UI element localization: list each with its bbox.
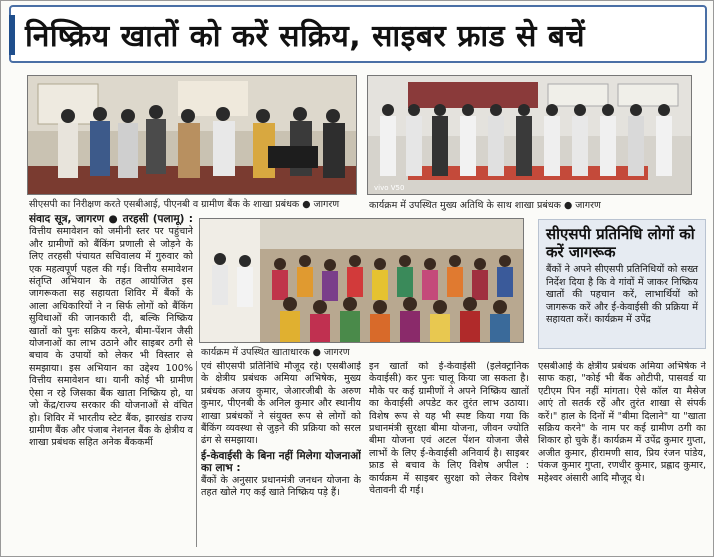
headline-banner	[9, 5, 707, 63]
photo-csp-inspection	[27, 75, 357, 195]
photo-chief-guest-caption: कार्यक्रम में उपस्थित मुख्य अतिथि के साथ शाखा प्रबंधक ● जागरण	[369, 200, 601, 211]
article-column-4	[538, 361, 706, 549]
photo-chief-guest	[367, 75, 692, 195]
article-subhead-ekyc: ई-केवाईसी के बिना नहीं मिलेगा योजनाओं का लाभ :	[201, 449, 361, 475]
photo-watermark: vivo V50	[374, 184, 405, 192]
article-col3-text: इन खातों को ई-केवाईसी (इलेक्ट्रानिक केवाईसी) कर पुनः चालू किया जा सकता है। मौके पर कई ग्रामीणों ने अपने निष्क्रिय खातों का केवाईसी अपडेट कर तुरंत लाभ उठाया। विशेष रूप से यह भी स्पष्ट किया गया कि प्रधानमंत्री सुरक्षा बीमा योजना, जीवन ज्योति बीमा योजना एवं अटल पेंशन योजना जैसे लाभों के लिए ई-केवाईसी अनिवार्य है। साइबर फ्राड से बचाव के लिए विशेष अपील : कार्यक्रम में साइबर सुरक्षा को लेकर विशेष चेतावनी दी गई।	[369, 361, 529, 497]
sidebar-body: बैंकों ने अपने सीएसपी प्रतिनिधियों को सख्त निर्देश दिया है कि वे गांवों में जाकर निष्क्रिय खातों की पहचान करें, लाभार्थियों को जागरूक करें और ई-केवाईसी की प्रक्रिया में सहायता करें। कार्यक्रम में उपेंद्र	[546, 264, 698, 326]
article-col4-text: एसबीआई के क्षेत्रीय प्रबंधक अमिया अभिषेक ने साफ कहा, "कोई भी बैंक ओटीपी, पासवर्ड या एटीएम पिन नहीं मांगता। ऐसे कॉल या मैसेज आएं तो सतर्क रहें और तुरंत शाखा से संपर्क करें।" हाल के दिनों में "बीमा दिलाने" या "खाता सक्रिय करने" के नाम पर कई ग्रामीण ठगी का शिकार हो चुके हैं। कार्यक्रम में उपेंद्र कुमार गुप्ता, अजीत कुमार, हीरामणी साव, प्रिय रंजन पांडेय, पंकज कुमार गुप्ता, रणधीर कुमार, प्रह्लाद कुमार, महेश्वर अंसारी आदि मौजूद थे।	[538, 361, 706, 484]
photo-audience-caption: कार्यक्रम में उपस्थित खाताधारक ● जागरण	[201, 347, 350, 358]
sidebar-box	[538, 219, 706, 349]
photo-audience	[199, 218, 524, 343]
article-col2-text-a: एवं सीएसपी प्रतिनिधि मौजूद रहे। एसबीआई के क्षेत्रीय प्रबंधक अमिया अभिषेक, मुख्य प्रबंधक अजय कुमार, जेआरजीबी के अरुण कुमार, पीएनबी के अनिल कुमार और स्थानीय शाखा प्रबंधकों ने संयुक्त रूप से लोगों को बैंकिंग व्यवस्था से जुड़ने की प्रक्रिया को सरल ढंग से समझाया।	[201, 361, 361, 447]
article-column-1	[29, 213, 193, 549]
headline-accent-bar	[9, 15, 15, 55]
article-column-2	[201, 361, 361, 549]
column-divider	[196, 361, 197, 547]
article-col1-text: वित्तीय समावेशन को जमीनी स्तर पर पहुंचाने और ग्रामीणों को बैंकिंग प्रणाली से जोड़ने के लिए तरहसी पंचायत सचिवालय में गुरुवार को एक महत्वपूर्ण पहल की गई। वित्तीय समावेशन संतृप्ति अभियान के तहत आयोजित इस जागरूकता सह सहायता शिविर में बैंकों के आला अधिकारियों ने न सिर्फ लोगों को बैंकिंग सुविधाओं की जानकारी दी, बल्कि निष्क्रिय खातों को पुनः सक्रिय करने, बीमा-पेंशन जैसी योजनाओं का लाभ उठाने और साइबर ठगी से बचाव के उपायों को लेकर भी विस्तार से समझाया। इस अभियान का उद्देश्य 100% वित्तीय समावेशन था। यानी कोई भी ग्रामीण ऐसा न रहे जिसका बैंक खाता निष्क्रिय हो, या जो केंद्र/राज्य सरकार की योजनाओं से वंचित हो। शिविर में भारतीय स्टेट बैंक, झारखंड राज्य ग्रामीण बैंक और पंजाब नेशनल बैंक के क्षेत्रीय व शाखा प्रबंधक सहित अनेक बैंककर्मी	[29, 226, 193, 449]
article-col2-text-b: बैंकों के अनुसार प्रधानमंत्री जनधन योजना के तहत खोले गए कई खाते निष्क्रिय पड़े हैं।	[201, 474, 361, 499]
article-dateline: संवाद सूत्र, जागरण ● तरहसी (पलामू) :	[29, 213, 193, 225]
photo-csp-inspection-caption: सीएसपी का निरीक्षण करते एसबीआई, पीएनबी व ग्रामीण बैंक के शाखा प्रबंधक ● जागरण	[29, 199, 340, 210]
headline: निष्क्रिय खातों को करें सक्रिय, साइबर फ्राड से बचें	[25, 18, 586, 54]
article-column-3	[369, 361, 529, 549]
sidebar-title: सीएसपी प्रतिनिधि लोगों को करें जागरूक	[546, 225, 695, 261]
